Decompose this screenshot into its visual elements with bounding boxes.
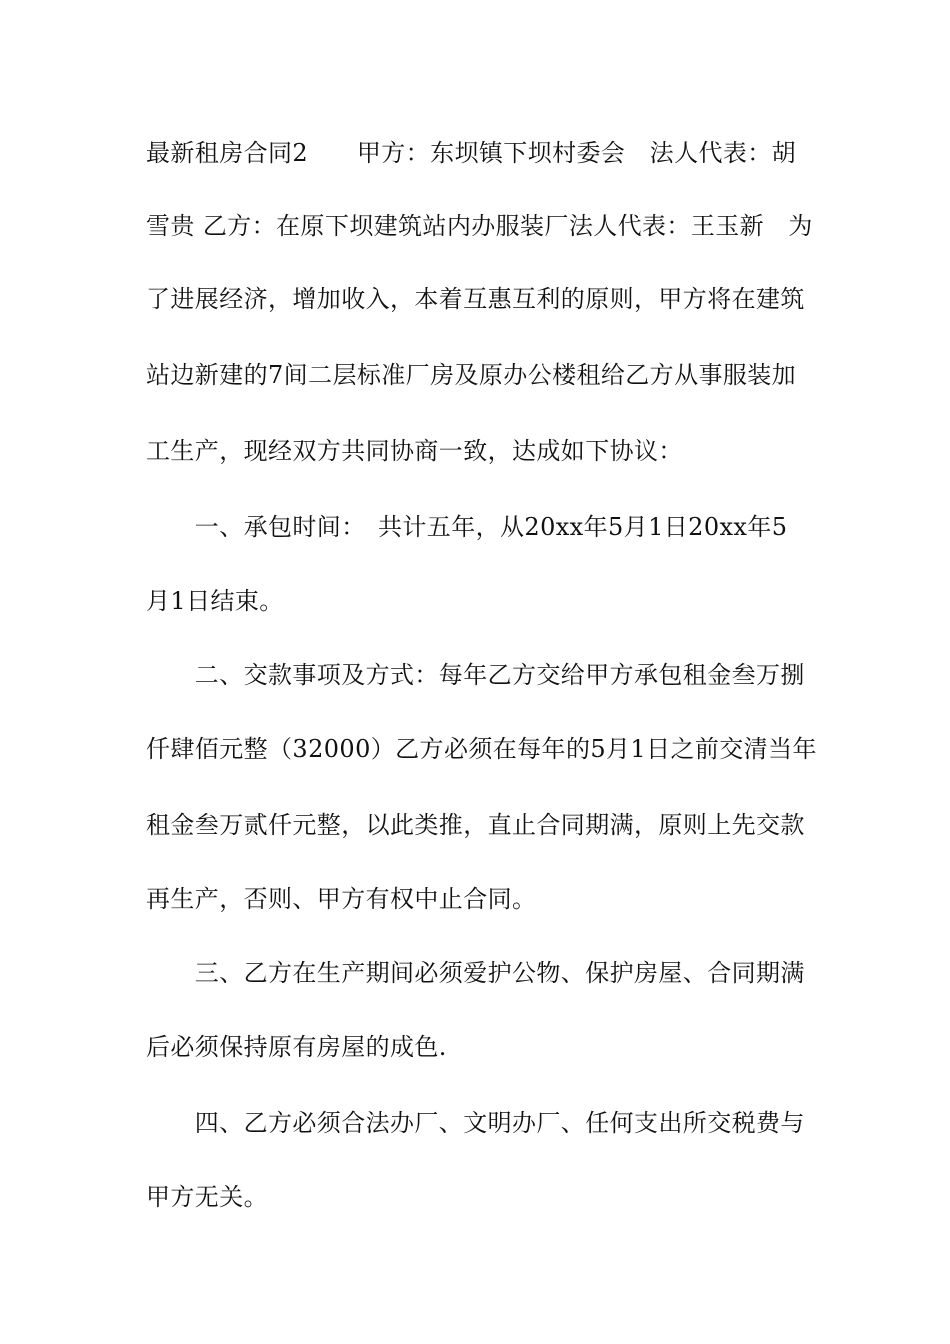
text-line-8: 二、交款事项及方式：每年乙方交给甲方承包租金叁万捌 — [146, 661, 805, 689]
text-line-14: 四、乙方必须合法办厂、文明办厂、任何支出所交税费与 — [146, 1109, 805, 1137]
text-line-11: 再生产，否则、甲方有权中止合同。 — [146, 885, 537, 913]
text-line-2: 雪贵 乙方：在原下坝建筑站内办服装厂法人代表：王玉新 为 — [146, 212, 813, 240]
text-line-13: 后必须保持原有房屋的成色. — [146, 1033, 447, 1061]
text-line-9: 仟肆佰元整（32000）乙方必须在每年的5月1日之前交清当年 — [146, 735, 817, 763]
text-line-10: 租金叁万贰仟元整，以此类推，直止合同期满，原则上先交款 — [146, 811, 805, 839]
text-line-12: 三、乙方在生产期间必须爱护公物、保护房屋、合同期满 — [146, 959, 805, 987]
text-line-3: 了进展经济，增加收入，本着互惠互利的原则，甲方将在建筑 — [146, 285, 805, 313]
text-line-6: 一、承包时间： 共计五年，从20xx年5月1日20xx年5 — [146, 513, 788, 541]
text-line-7: 月1日结束。 — [146, 587, 284, 615]
text-line-5: 工生产，现经双方共同协商一致，达成如下协议： — [146, 437, 683, 465]
text-line-1: 最新租房合同2 甲方：东坝镇下坝村委会 法人代表：胡 — [146, 139, 797, 167]
text-line-15: 甲方无关。 — [146, 1183, 268, 1211]
text-line-4: 站边新建的7间二层标准厂房及原办公楼租给乙方从事服装加 — [146, 361, 797, 389]
